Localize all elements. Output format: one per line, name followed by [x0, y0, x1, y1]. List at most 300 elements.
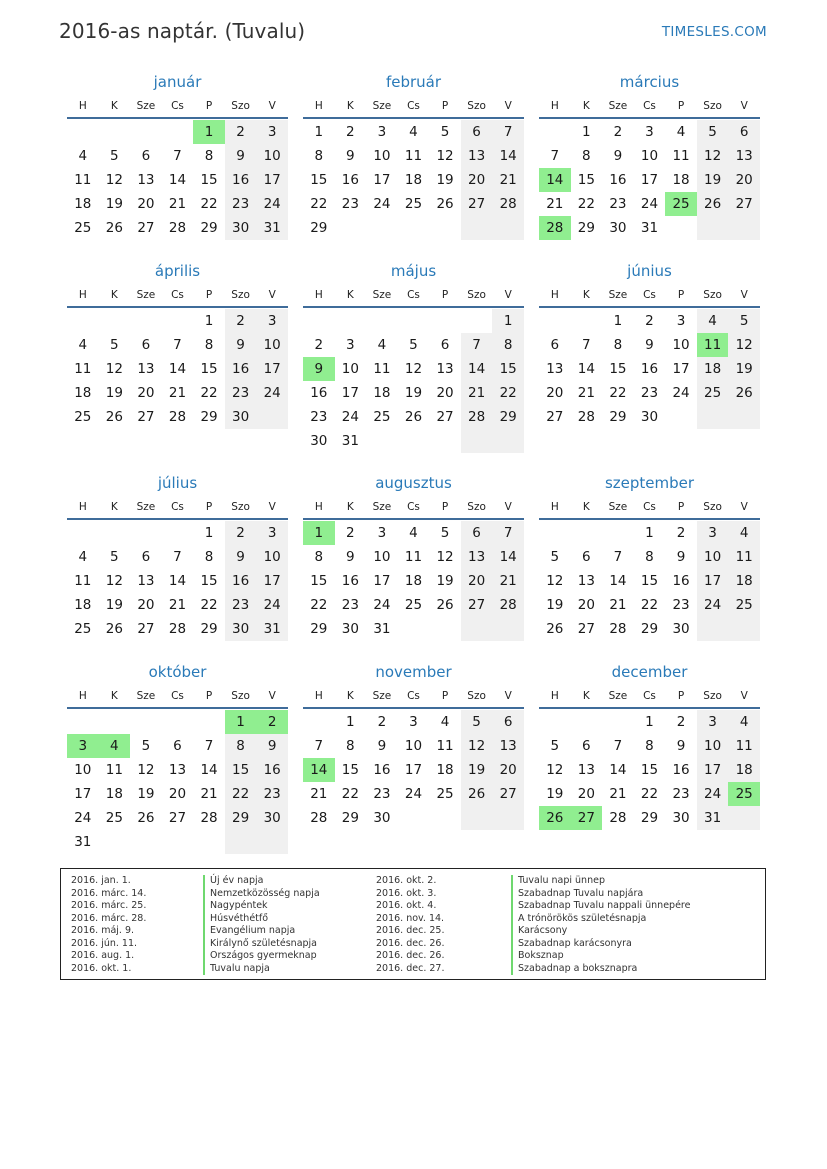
- holiday-day-cell: 28: [539, 216, 571, 240]
- day-cell: 27: [492, 782, 524, 806]
- day-cell: 1: [204, 525, 214, 541]
- weekday-header: Sze: [608, 690, 628, 702]
- day-cell: 11: [404, 148, 423, 164]
- day-cell: 6: [461, 521, 493, 545]
- legend-date: 2016. okt. 4.: [376, 900, 437, 911]
- day-cell: 23: [672, 597, 690, 613]
- day-cell: 21: [492, 569, 524, 593]
- day-cell: 20: [546, 385, 564, 401]
- day-cell: 2: [377, 714, 387, 730]
- day-cell: 18: [74, 196, 92, 212]
- weekday-header: K: [346, 690, 354, 702]
- weekday-header: P: [677, 100, 685, 112]
- week-row: [303, 429, 524, 453]
- empty-day-cell: [429, 216, 461, 240]
- day-cell: 22: [577, 196, 595, 212]
- empty-day-cell: [492, 617, 524, 641]
- empty-day-cell: [162, 521, 194, 545]
- day-cell: 17: [672, 361, 690, 377]
- day-cell: 20: [728, 168, 760, 192]
- empty-day-cell: [67, 120, 99, 144]
- day-cell: 27: [137, 220, 155, 236]
- day-cell: 7: [173, 549, 182, 565]
- day-cell: 19: [697, 168, 729, 192]
- day-cell: 12: [697, 144, 729, 168]
- week-row: [67, 734, 288, 758]
- month-name: november: [375, 663, 452, 681]
- legend-date: 2016. jan. 1.: [71, 875, 131, 886]
- holiday-day-cell: 1: [225, 710, 257, 734]
- month-name: október: [148, 663, 207, 681]
- day-cell: 2: [314, 337, 324, 353]
- week-row: [303, 381, 524, 405]
- day-cell: 10: [697, 545, 729, 569]
- weekday-header: P: [441, 690, 449, 702]
- week-row: [303, 144, 524, 168]
- day-cell: 14: [577, 361, 595, 377]
- day-cell: 17: [697, 758, 729, 782]
- day-cell: 15: [200, 172, 218, 188]
- day-cell: 23: [341, 597, 359, 613]
- day-cell: 5: [110, 148, 119, 164]
- day-cell: 24: [256, 381, 288, 405]
- day-cell: 1: [613, 313, 623, 329]
- day-cell: 4: [78, 549, 88, 565]
- week-row: [539, 593, 760, 617]
- day-cell: 25: [74, 621, 92, 637]
- week-row: [67, 569, 288, 593]
- day-cell: 7: [492, 521, 524, 545]
- day-cell: 28: [310, 810, 328, 826]
- month-block: [539, 72, 760, 240]
- week-row: [539, 309, 760, 333]
- week-row: [67, 617, 288, 641]
- day-cell: 1: [582, 124, 591, 140]
- week-row: [539, 569, 760, 593]
- day-cell: 12: [436, 549, 454, 565]
- empty-day-cell: [571, 521, 603, 545]
- day-cell: 19: [436, 573, 454, 589]
- day-cell: 6: [550, 337, 560, 353]
- month-block: [539, 473, 760, 641]
- day-cell: 4: [409, 124, 418, 140]
- empty-day-cell: [99, 120, 131, 144]
- day-cell: 7: [582, 337, 591, 353]
- day-cell: 7: [613, 738, 623, 754]
- day-cell: 16: [609, 172, 627, 188]
- empty-day-cell: [697, 405, 729, 429]
- day-cell: 30: [672, 621, 690, 637]
- empty-day-cell: [130, 309, 162, 333]
- day-cell: 8: [346, 738, 355, 754]
- empty-day-cell: [99, 710, 131, 734]
- legend-date: 2016. dec. 26.: [376, 950, 445, 961]
- holiday-day-cell: 25: [728, 782, 760, 806]
- day-cell: 9: [676, 549, 686, 565]
- day-cell: 16: [256, 758, 288, 782]
- weekday-header: Szo: [231, 690, 250, 702]
- day-cell: 15: [225, 758, 257, 782]
- legend-holiday-name: Karácsony: [511, 925, 690, 938]
- week-row: [539, 710, 760, 734]
- empty-day-cell: [67, 710, 99, 734]
- day-cell: 23: [373, 786, 391, 802]
- day-cell: 2: [676, 714, 686, 730]
- empty-day-cell: [193, 830, 225, 854]
- weekday-header: Sze: [136, 501, 156, 513]
- day-cell: 13: [577, 573, 595, 589]
- day-cell: 22: [492, 381, 524, 405]
- weekday-header: K: [346, 100, 354, 112]
- weekday-header: K: [582, 501, 590, 513]
- week-row: [303, 120, 524, 144]
- day-cell: 28: [492, 192, 524, 216]
- day-cell: 2: [676, 525, 686, 541]
- day-cell: 21: [200, 786, 218, 802]
- day-cell: 31: [373, 621, 391, 637]
- weekday-header: V: [268, 690, 276, 702]
- holiday-day-cell: 14: [303, 758, 335, 782]
- day-cell: 17: [256, 569, 288, 593]
- weekday-header-row: [67, 685, 288, 709]
- day-cell: 24: [373, 196, 391, 212]
- legend-holiday-name: Húsvéthétfő: [203, 913, 320, 926]
- weekday-header: Cs: [643, 289, 656, 301]
- day-cell: 13: [137, 172, 155, 188]
- day-cell: 19: [105, 597, 123, 613]
- weekday-header: Szo: [467, 690, 486, 702]
- month-block: [303, 473, 524, 641]
- day-cell: 24: [74, 810, 92, 826]
- day-cell: 7: [613, 549, 623, 565]
- holiday-day-cell: 1: [193, 120, 225, 144]
- day-cell: 31: [74, 834, 92, 850]
- day-cell: 21: [168, 385, 187, 401]
- day-cell: 29: [341, 810, 359, 826]
- empty-day-cell: [539, 521, 571, 545]
- empty-day-cell: [67, 309, 99, 333]
- day-cell: 19: [404, 385, 423, 401]
- weekday-header: H: [314, 501, 323, 513]
- day-cell: 25: [436, 786, 454, 802]
- week-row: [539, 333, 760, 357]
- day-cell: 5: [728, 309, 760, 333]
- day-cell: 3: [256, 521, 288, 545]
- weekday-header: Sze: [372, 100, 392, 112]
- weekday-header: V: [504, 289, 512, 301]
- day-cell: 15: [609, 361, 627, 377]
- day-cell: 12: [105, 172, 123, 188]
- weekday-header: K: [110, 501, 118, 513]
- day-cell: 29: [492, 405, 524, 429]
- day-cell: 26: [105, 409, 123, 425]
- weekday-header: H: [314, 289, 323, 301]
- day-cell: 16: [341, 573, 359, 589]
- holiday-legend: [60, 868, 766, 980]
- week-row: [539, 168, 760, 192]
- weekday-header: Sze: [136, 100, 156, 112]
- day-cell: 20: [436, 385, 454, 401]
- day-cell: 25: [74, 220, 92, 236]
- day-cell: 7: [550, 148, 560, 164]
- day-cell: 20: [137, 385, 155, 401]
- week-row: [67, 710, 288, 734]
- day-cell: 12: [461, 734, 493, 758]
- weekday-header-row: [67, 496, 288, 520]
- day-cell: 5: [550, 549, 560, 565]
- weekday-header: K: [582, 100, 590, 112]
- day-cell: 27: [137, 621, 155, 637]
- weekday-header: V: [504, 100, 512, 112]
- day-cell: 5: [440, 124, 450, 140]
- week-row: [303, 734, 524, 758]
- legend-holiday-name: Királynő születésnapja: [203, 938, 320, 951]
- day-cell: 27: [137, 409, 155, 425]
- day-cell: 20: [577, 786, 595, 802]
- day-cell: 8: [492, 333, 524, 357]
- day-cell: 6: [440, 337, 450, 353]
- empty-day-cell: [130, 710, 162, 734]
- weekday-header: Cs: [171, 690, 184, 702]
- day-cell: 12: [546, 762, 564, 778]
- day-cell: 29: [609, 409, 627, 425]
- day-cell: 2: [225, 521, 257, 545]
- day-cell: 16: [640, 361, 659, 377]
- week-row: [303, 521, 524, 545]
- day-cell: 30: [310, 433, 328, 449]
- day-cell: 10: [373, 549, 391, 565]
- day-cell: 6: [492, 710, 524, 734]
- weekday-header-row: [303, 95, 524, 119]
- day-cell: 24: [697, 593, 729, 617]
- day-cell: 4: [78, 148, 88, 164]
- empty-day-cell: [728, 405, 760, 429]
- day-cell: 29: [225, 806, 257, 830]
- day-cell: 28: [492, 593, 524, 617]
- empty-day-cell: [728, 806, 760, 830]
- day-cell: 13: [728, 144, 760, 168]
- day-cell: 6: [141, 549, 151, 565]
- empty-day-cell: [492, 216, 524, 240]
- day-cell: 14: [492, 144, 524, 168]
- weekday-header-row: [303, 496, 524, 520]
- day-cell: 3: [697, 521, 729, 545]
- weekday-header: Cs: [171, 289, 184, 301]
- legend-holiday-name: Országos gyermeknap: [203, 950, 320, 963]
- day-cell: 20: [577, 597, 595, 613]
- day-cell: 30: [640, 409, 659, 425]
- day-cell: 22: [341, 786, 359, 802]
- day-cell: 11: [105, 762, 123, 778]
- week-row: [539, 381, 760, 405]
- day-cell: 29: [310, 220, 328, 236]
- day-cell: 20: [137, 196, 155, 212]
- day-cell: 3: [697, 710, 729, 734]
- legend-holiday-name: Tuvalu napi ünnep: [511, 875, 690, 888]
- week-row: [67, 144, 288, 168]
- holiday-day-cell: 27: [571, 806, 603, 830]
- day-cell: 8: [613, 337, 623, 353]
- day-cell: 28: [168, 220, 187, 236]
- day-cell: 20: [461, 168, 493, 192]
- day-cell: 22: [200, 196, 218, 212]
- day-cell: 29: [200, 621, 218, 637]
- day-cell: 28: [609, 621, 627, 637]
- day-cell: 18: [404, 172, 423, 188]
- day-cell: 30: [373, 810, 391, 826]
- day-cell: 8: [204, 148, 214, 164]
- weekday-header: H: [314, 690, 323, 702]
- weekday-header: P: [677, 289, 685, 301]
- day-cell: 21: [609, 597, 627, 613]
- legend-date: 2016. okt. 3.: [376, 887, 437, 899]
- day-cell: 27: [461, 192, 493, 216]
- day-cell: 16: [341, 172, 359, 188]
- weekday-header: Cs: [407, 690, 420, 702]
- week-row: [539, 521, 760, 545]
- weekday-header: P: [677, 690, 685, 702]
- day-cell: 27: [461, 593, 493, 617]
- day-cell: 22: [640, 786, 659, 802]
- month-name: február: [385, 73, 442, 91]
- day-cell: 18: [697, 357, 729, 381]
- week-row: [67, 806, 288, 830]
- weekday-header: P: [205, 100, 213, 112]
- day-cell: 28: [609, 810, 627, 826]
- week-row: [67, 168, 288, 192]
- day-cell: 8: [645, 738, 654, 754]
- day-cell: 29: [640, 621, 659, 637]
- legend-holiday-name: Nemzetközösség napja: [203, 888, 320, 901]
- day-cell: 10: [697, 734, 729, 758]
- weekday-header: V: [504, 501, 512, 513]
- day-cell: 26: [105, 220, 123, 236]
- day-cell: 15: [200, 573, 218, 589]
- week-row: [67, 830, 288, 854]
- legend-date: 2016. okt. 2.: [376, 875, 437, 886]
- day-cell: 10: [373, 148, 391, 164]
- weekday-header: Szo: [703, 501, 722, 513]
- weekday-header: V: [740, 100, 748, 112]
- weekday-header-row: [67, 284, 288, 308]
- day-cell: 20: [137, 597, 155, 613]
- weekday-header: K: [346, 501, 354, 513]
- day-cell: 7: [461, 333, 493, 357]
- day-cell: 15: [310, 172, 328, 188]
- day-cell: 13: [492, 734, 524, 758]
- day-cell: 4: [377, 337, 387, 353]
- week-row: [303, 357, 524, 381]
- empty-day-cell: [429, 806, 461, 830]
- empty-day-cell: [728, 617, 760, 641]
- day-cell: 10: [256, 144, 288, 168]
- week-row: [303, 569, 524, 593]
- week-row: [303, 309, 524, 333]
- day-cell: 19: [461, 758, 493, 782]
- week-row: [539, 120, 760, 144]
- day-cell: 30: [256, 806, 288, 830]
- legend-date: 2016. dec. 25.: [376, 925, 445, 936]
- day-cell: 21: [168, 196, 187, 212]
- day-cell: 28: [168, 621, 187, 637]
- day-cell: 6: [728, 120, 760, 144]
- day-cell: 26: [404, 409, 423, 425]
- weekday-header: P: [205, 690, 213, 702]
- day-cell: 9: [645, 337, 654, 353]
- day-cell: 21: [546, 196, 564, 212]
- day-cell: 23: [609, 196, 627, 212]
- day-cell: 18: [404, 573, 423, 589]
- weekday-header: K: [582, 289, 590, 301]
- week-row: [67, 758, 288, 782]
- week-row: [67, 521, 288, 545]
- empty-day-cell: [571, 309, 603, 333]
- empty-day-cell: [130, 830, 162, 854]
- weekday-header: V: [268, 100, 276, 112]
- day-cell: 10: [74, 762, 92, 778]
- weekday-header: Sze: [372, 690, 392, 702]
- weekday-header: Cs: [643, 100, 656, 112]
- weekday-header-row: [539, 496, 760, 520]
- day-cell: 2: [225, 120, 257, 144]
- day-cell: 9: [225, 144, 257, 168]
- week-row: [67, 309, 288, 333]
- month-name: december: [611, 663, 688, 681]
- empty-day-cell: [193, 710, 225, 734]
- empty-day-cell: [398, 806, 430, 830]
- legend-holiday-name: Szabadnap karácsonyra: [511, 938, 690, 951]
- day-cell: 19: [105, 196, 123, 212]
- day-cell: 17: [256, 357, 288, 381]
- day-cell: 8: [314, 549, 324, 565]
- day-cell: 25: [697, 381, 729, 405]
- day-cell: 22: [310, 597, 328, 613]
- day-cell: 29: [200, 409, 218, 425]
- weekday-header: Cs: [643, 690, 656, 702]
- day-cell: 30: [672, 810, 690, 826]
- brand-link[interactable]: TIMESLES.COM: [661, 24, 767, 40]
- weekday-header: Sze: [608, 289, 628, 301]
- day-cell: 14: [461, 357, 493, 381]
- day-cell: 9: [346, 148, 355, 164]
- weekday-header: H: [78, 690, 87, 702]
- holiday-day-cell: 11: [697, 333, 729, 357]
- day-cell: 26: [461, 782, 493, 806]
- weekday-header: Szo: [231, 100, 250, 112]
- weekday-header: V: [740, 501, 748, 513]
- week-row: [539, 758, 760, 782]
- empty-day-cell: [303, 309, 335, 333]
- day-cell: 10: [404, 738, 423, 754]
- day-cell: 18: [105, 786, 123, 802]
- legend-dates-right: [376, 875, 444, 975]
- week-row: [539, 617, 760, 641]
- day-cell: 13: [461, 545, 493, 569]
- empty-day-cell: [398, 309, 430, 333]
- month-block: [303, 662, 524, 830]
- empty-day-cell: [130, 521, 162, 545]
- weekday-header: K: [110, 690, 118, 702]
- day-cell: 26: [697, 192, 729, 216]
- weekday-header: V: [504, 690, 512, 702]
- empty-day-cell: [461, 617, 493, 641]
- day-cell: 5: [550, 738, 560, 754]
- weekday-header: Szo: [467, 289, 486, 301]
- day-cell: 31: [256, 216, 288, 240]
- day-cell: 27: [577, 621, 595, 637]
- day-cell: 21: [310, 786, 328, 802]
- week-row: [67, 120, 288, 144]
